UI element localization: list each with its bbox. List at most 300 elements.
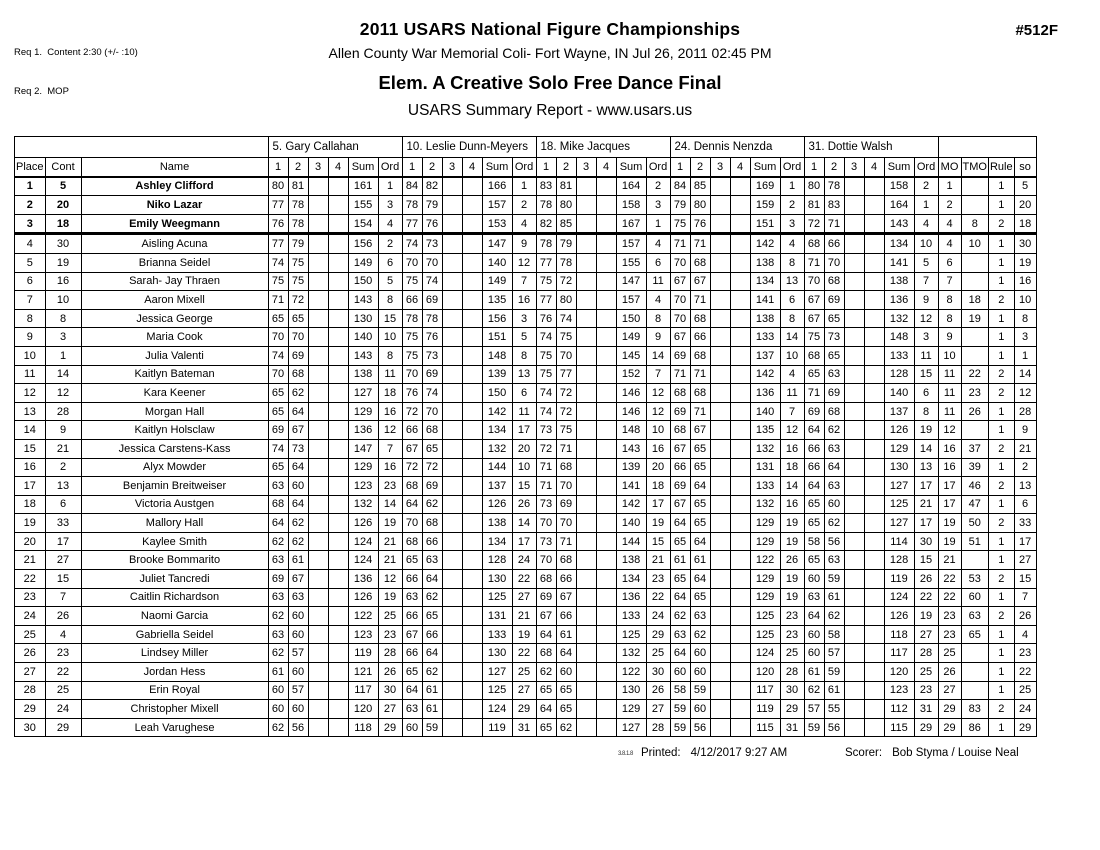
judge1-sum-cell: 149 xyxy=(348,253,378,272)
judge2-ordinal-cell: 17 xyxy=(512,421,536,440)
judge3-ordinal-cell: 19 xyxy=(646,514,670,533)
judge1-ordinal-cell: 8 xyxy=(378,291,402,310)
judge3-score4-cell xyxy=(596,214,616,234)
judge2-score4-cell xyxy=(462,291,482,310)
judge3-score3-cell xyxy=(576,532,596,551)
tmo-cell: 51 xyxy=(961,532,988,551)
judge2-score1-cell: 66 xyxy=(402,421,422,440)
judge3-sum-cell: 152 xyxy=(616,365,646,384)
judge2-score2-cell: 62 xyxy=(422,588,442,607)
judge2-score4-cell xyxy=(462,718,482,737)
judge5-score1-cell: 62 xyxy=(804,681,824,700)
judge4-score1-cell: 68 xyxy=(670,384,690,403)
rule-cell: 2 xyxy=(988,439,1014,458)
judge4-score2-cell: 60 xyxy=(690,700,710,719)
judge5-score1-cell: 70 xyxy=(804,272,824,291)
mo-cell: 21 xyxy=(938,551,961,570)
col-header-judge3-4: 4 xyxy=(596,158,616,177)
so-cell: 9 xyxy=(1014,421,1036,440)
judge3-sum-cell: 147 xyxy=(616,272,646,291)
judge4-score1-cell: 67 xyxy=(670,328,690,347)
col-header-judge4-2: 2 xyxy=(690,158,710,177)
judge5-sum-cell: 114 xyxy=(884,532,914,551)
judge2-score4-cell xyxy=(462,588,482,607)
judge2-score3-cell xyxy=(442,532,462,551)
judge2-score2-cell: 64 xyxy=(422,570,442,589)
col-header-judge3-2: 2 xyxy=(556,158,576,177)
judge1-score1-cell: 61 xyxy=(268,663,288,682)
judge4-sum-cell: 141 xyxy=(750,291,780,310)
judge4-ordinal-cell: 4 xyxy=(780,234,804,254)
judge3-sum-cell: 164 xyxy=(616,177,646,196)
judge2-score1-cell: 72 xyxy=(402,458,422,477)
judge4-score3-cell xyxy=(710,402,730,421)
judge3-score4-cell xyxy=(596,365,616,384)
judge1-ordinal-cell: 15 xyxy=(378,309,402,328)
judge5-score1-cell: 60 xyxy=(804,625,824,644)
judge5-ordinal-cell: 22 xyxy=(914,588,938,607)
judge5-sum-cell: 118 xyxy=(884,625,914,644)
judge1-ordinal-cell: 1 xyxy=(378,177,402,196)
judge1-ordinal-cell: 21 xyxy=(378,551,402,570)
judge2-score3-cell xyxy=(442,421,462,440)
table-row xyxy=(15,495,1037,514)
report-header xyxy=(0,19,1100,120)
mo-cell: 29 xyxy=(938,700,961,719)
so-cell: 26 xyxy=(1014,607,1036,626)
tmo-cell: 86 xyxy=(961,718,988,737)
judge5-score2-cell: 58 xyxy=(824,625,844,644)
judge3-score4-cell xyxy=(596,272,616,291)
place-cell: 9 xyxy=(15,328,46,347)
judge2-score4-cell xyxy=(462,421,482,440)
judge5-score1-cell: 67 xyxy=(804,309,824,328)
judge2-score3-cell xyxy=(442,234,462,254)
place-cell: 3 xyxy=(15,214,46,234)
judge4-score1-cell: 63 xyxy=(670,625,690,644)
judge4-sum-cell: 140 xyxy=(750,402,780,421)
judge3-score1-cell: 73 xyxy=(536,532,556,551)
judge2-score1-cell: 66 xyxy=(402,607,422,626)
table-row xyxy=(15,700,1037,719)
judge4-score3-cell xyxy=(710,644,730,663)
judge4-score3-cell xyxy=(710,551,730,570)
so-cell: 13 xyxy=(1014,477,1036,496)
judge5-sum-cell: 127 xyxy=(884,477,914,496)
judge2-score1-cell: 64 xyxy=(402,681,422,700)
judge1-score1-cell: 74 xyxy=(268,439,288,458)
judge3-score1-cell: 68 xyxy=(536,570,556,589)
judge5-ordinal-cell: 29 xyxy=(914,718,938,737)
judge2-score3-cell xyxy=(442,644,462,663)
mo-cell: 25 xyxy=(938,644,961,663)
judge5-ordinal-cell: 19 xyxy=(914,421,938,440)
so-cell: 24 xyxy=(1014,700,1036,719)
championship-title: 2011 USARS National Figure Championships xyxy=(359,19,741,39)
judge4-score1-cell: 84 xyxy=(670,177,690,196)
judge3-score2-cell: 68 xyxy=(556,551,576,570)
judge2-score1-cell: 74 xyxy=(402,234,422,254)
judge1-score2-cell: 81 xyxy=(288,177,308,196)
judge2-score2-cell: 78 xyxy=(422,309,442,328)
judge2-sum-cell: 139 xyxy=(482,365,512,384)
judge4-score1-cell: 71 xyxy=(670,234,690,254)
judge2-score2-cell: 66 xyxy=(422,625,442,644)
judge3-sum-cell: 148 xyxy=(616,421,646,440)
mo-cell: 17 xyxy=(938,477,961,496)
tmo-cell xyxy=(961,663,988,682)
mo-cell: 19 xyxy=(938,532,961,551)
judge4-ordinal-cell: 16 xyxy=(780,439,804,458)
judge2-ordinal-cell: 13 xyxy=(512,365,536,384)
judge3-score2-cell: 64 xyxy=(556,644,576,663)
contestant-number-cell: 8 xyxy=(45,309,81,328)
judge2-score4-cell xyxy=(462,458,482,477)
judge4-score1-cell: 79 xyxy=(670,196,690,215)
judge4-score4-cell xyxy=(730,272,750,291)
judge1-score2-cell: 60 xyxy=(288,625,308,644)
judge4-score4-cell xyxy=(730,551,750,570)
judge5-score4-cell xyxy=(864,718,884,737)
judge3-score1-cell: 75 xyxy=(536,346,556,365)
judge3-score3-cell xyxy=(576,663,596,682)
judge1-score1-cell: 62 xyxy=(268,607,288,626)
judge5-ordinal-cell: 23 xyxy=(914,681,938,700)
judge3-score2-cell: 78 xyxy=(556,253,576,272)
judge1-score2-cell: 60 xyxy=(288,477,308,496)
rule-cell: 1 xyxy=(988,663,1014,682)
judge3-sum-cell: 167 xyxy=(616,214,646,234)
judge2-score2-cell: 73 xyxy=(422,346,442,365)
contestant-number-cell: 6 xyxy=(45,495,81,514)
tmo-cell: 8 xyxy=(961,214,988,234)
judge2-score1-cell: 84 xyxy=(402,177,422,196)
judge2-score3-cell xyxy=(442,214,462,234)
judge3-score4-cell xyxy=(596,384,616,403)
judge3-score1-cell: 77 xyxy=(536,253,556,272)
judge2-score1-cell: 65 xyxy=(402,551,422,570)
judge5-ordinal-cell: 26 xyxy=(914,570,938,589)
judge2-sum-cell: 128 xyxy=(482,551,512,570)
judge5-score1-cell: 61 xyxy=(804,663,824,682)
contestant-number-cell: 27 xyxy=(45,551,81,570)
rule-cell: 1 xyxy=(988,177,1014,196)
judge5-score2-cell: 56 xyxy=(824,718,844,737)
rule-cell: 1 xyxy=(988,402,1014,421)
judge2-score3-cell xyxy=(442,365,462,384)
judge2-score3-cell xyxy=(442,700,462,719)
skater-name-cell: Caitlin Richardson xyxy=(81,588,268,607)
contestant-number-cell: 2 xyxy=(45,458,81,477)
judge3-sum-cell: 143 xyxy=(616,439,646,458)
judge1-ordinal-cell: 21 xyxy=(378,532,402,551)
judge1-score3-cell xyxy=(308,328,328,347)
place-cell: 22 xyxy=(15,570,46,589)
table-row xyxy=(15,588,1037,607)
so-cell: 12 xyxy=(1014,384,1036,403)
judge4-score2-cell: 71 xyxy=(690,365,710,384)
judge1-score3-cell xyxy=(308,272,328,291)
table-row xyxy=(15,439,1037,458)
mo-cell: 16 xyxy=(938,439,961,458)
judge5-score1-cell: 72 xyxy=(804,214,824,234)
judge1-score1-cell: 68 xyxy=(268,495,288,514)
rule-cell: 1 xyxy=(988,309,1014,328)
judge5-score4-cell xyxy=(864,514,884,533)
judge3-ordinal-cell: 14 xyxy=(646,346,670,365)
judge2-score3-cell xyxy=(442,663,462,682)
judge3-ordinal-cell: 12 xyxy=(646,402,670,421)
judge5-score2-cell: 66 xyxy=(824,234,844,254)
judge4-score2-cell: 64 xyxy=(690,477,710,496)
judge1-sum-cell: 156 xyxy=(348,234,378,254)
contestant-number-cell: 9 xyxy=(45,421,81,440)
judge4-sum-cell: 133 xyxy=(750,477,780,496)
judge2-score4-cell xyxy=(462,663,482,682)
judge5-score3-cell xyxy=(844,625,864,644)
rule-cell: 1 xyxy=(988,421,1014,440)
judge5-sum-cell: 137 xyxy=(884,402,914,421)
report-footer xyxy=(14,747,1030,763)
contestant-number-cell: 24 xyxy=(45,700,81,719)
judge2-sum-cell: 135 xyxy=(482,291,512,310)
rule-cell: 1 xyxy=(988,625,1014,644)
mo-cell: 12 xyxy=(938,421,961,440)
judge1-score4-cell xyxy=(328,588,348,607)
skater-name-cell: Mallory Hall xyxy=(81,514,268,533)
judge3-ordinal-cell: 15 xyxy=(646,532,670,551)
judge1-ordinal-cell: 28 xyxy=(378,644,402,663)
judge3-score3-cell xyxy=(576,253,596,272)
judge4-sum-cell: 122 xyxy=(750,551,780,570)
judge4-sum-cell: 117 xyxy=(750,681,780,700)
results-table xyxy=(14,136,1037,737)
judge1-ordinal-cell: 11 xyxy=(378,365,402,384)
judge5-ordinal-cell: 6 xyxy=(914,384,938,403)
judge5-score3-cell xyxy=(844,253,864,272)
judge1-score2-cell: 62 xyxy=(288,514,308,533)
place-cell: 12 xyxy=(15,384,46,403)
judge5-score2-cell: 62 xyxy=(824,607,844,626)
skater-name-cell: Erin Royal xyxy=(81,681,268,700)
judge2-score4-cell xyxy=(462,253,482,272)
judge5-score4-cell xyxy=(864,346,884,365)
judge1-ordinal-cell: 2 xyxy=(378,234,402,254)
judge4-score3-cell xyxy=(710,458,730,477)
judge3-score2-cell: 70 xyxy=(556,346,576,365)
judge4-score4-cell xyxy=(730,196,750,215)
judge2-score3-cell xyxy=(442,402,462,421)
judge5-score3-cell xyxy=(844,234,864,254)
judge5-score1-cell: 75 xyxy=(804,328,824,347)
judge5-score2-cell: 55 xyxy=(824,700,844,719)
judge5-ordinal-cell: 17 xyxy=(914,514,938,533)
judge4-score3-cell xyxy=(710,625,730,644)
judge3-score3-cell xyxy=(576,421,596,440)
judge4-sum-cell: 125 xyxy=(750,625,780,644)
judge4-score2-cell: 68 xyxy=(690,253,710,272)
judge4-score3-cell xyxy=(710,196,730,215)
judge3-score2-cell: 65 xyxy=(556,700,576,719)
judge5-score3-cell xyxy=(844,177,864,196)
mo-cell: 22 xyxy=(938,588,961,607)
judge4-score1-cell: 58 xyxy=(670,681,690,700)
judge5-score4-cell xyxy=(864,365,884,384)
judge3-score2-cell: 66 xyxy=(556,570,576,589)
judge5-sum-cell: 141 xyxy=(884,253,914,272)
skater-name-cell: Brianna Seidel xyxy=(81,253,268,272)
judge3-score1-cell: 70 xyxy=(536,514,556,533)
judge5-score3-cell xyxy=(844,718,864,737)
judge3-score1-cell: 65 xyxy=(536,718,556,737)
judge5-score2-cell: 83 xyxy=(824,196,844,215)
judge2-ordinal-cell: 20 xyxy=(512,439,536,458)
judge2-sum-cell: 133 xyxy=(482,625,512,644)
judge5-score3-cell xyxy=(844,421,864,440)
judge1-score4-cell xyxy=(328,365,348,384)
judge3-sum-cell: 157 xyxy=(616,234,646,254)
judge3-score4-cell xyxy=(596,625,616,644)
judge3-score4-cell xyxy=(596,291,616,310)
judge4-score3-cell xyxy=(710,439,730,458)
judge3-ordinal-cell: 26 xyxy=(646,681,670,700)
judge2-ordinal-cell: 15 xyxy=(512,477,536,496)
judge1-score2-cell: 62 xyxy=(288,384,308,403)
judge3-score1-cell: 78 xyxy=(536,196,556,215)
judge2-sum-cell: 153 xyxy=(482,214,512,234)
so-cell: 4 xyxy=(1014,625,1036,644)
judge2-score3-cell xyxy=(442,477,462,496)
judge4-ordinal-cell: 30 xyxy=(780,681,804,700)
table-row xyxy=(15,214,1037,234)
judge4-score4-cell xyxy=(730,346,750,365)
skater-name-cell: Juliet Tancredi xyxy=(81,570,268,589)
judge1-score2-cell: 67 xyxy=(288,570,308,589)
judge4-ordinal-cell: 19 xyxy=(780,570,804,589)
col-header-judge2-2: 2 xyxy=(422,158,442,177)
judge4-ordinal-cell: 19 xyxy=(780,532,804,551)
judge2-score2-cell: 70 xyxy=(422,253,442,272)
judge4-score3-cell xyxy=(710,514,730,533)
judge2-score1-cell: 68 xyxy=(402,477,422,496)
judge1-score4-cell xyxy=(328,532,348,551)
judge2-score4-cell xyxy=(462,328,482,347)
rule-cell: 1 xyxy=(988,551,1014,570)
judge1-score4-cell xyxy=(328,663,348,682)
judge5-score1-cell: 60 xyxy=(804,644,824,663)
judge2-sum-cell: 150 xyxy=(482,384,512,403)
rule-cell: 2 xyxy=(988,384,1014,403)
judge3-score4-cell xyxy=(596,421,616,440)
judge3-score1-cell: 62 xyxy=(536,663,556,682)
tmo-cell: 37 xyxy=(961,439,988,458)
judge2-sum-cell: 156 xyxy=(482,309,512,328)
judge5-sum-cell: 120 xyxy=(884,663,914,682)
judge3-ordinal-cell: 8 xyxy=(646,309,670,328)
skater-name-cell: Ashley Clifford xyxy=(81,177,268,196)
judge5-score3-cell xyxy=(844,384,864,403)
judge3-score2-cell: 66 xyxy=(556,607,576,626)
judge5-score3-cell xyxy=(844,700,864,719)
judge4-score4-cell xyxy=(730,681,750,700)
table-row xyxy=(15,570,1037,589)
judge2-score1-cell: 68 xyxy=(402,532,422,551)
contestant-number-cell: 3 xyxy=(45,328,81,347)
judge1-sum-cell: 119 xyxy=(348,644,378,663)
judge1-score2-cell: 62 xyxy=(288,532,308,551)
judge1-score2-cell: 60 xyxy=(288,607,308,626)
judge3-sum-cell: 140 xyxy=(616,514,646,533)
judge3-score4-cell xyxy=(596,458,616,477)
judge3-sum-cell: 146 xyxy=(616,384,646,403)
skater-name-cell: Jordan Hess xyxy=(81,663,268,682)
mo-cell: 8 xyxy=(938,291,961,310)
judge1-sum-cell: 121 xyxy=(348,663,378,682)
judge5-score3-cell xyxy=(844,551,864,570)
venue-date-line: Allen County War Memorial Coli- Fort Wayne, IN Jul 26, 2011 02:45 PM xyxy=(328,45,772,61)
judge3-score1-cell: 64 xyxy=(536,700,556,719)
judge4-score2-cell: 71 xyxy=(690,291,710,310)
judge2-score3-cell xyxy=(442,681,462,700)
judge4-score2-cell: 67 xyxy=(690,421,710,440)
judge3-sum-cell: 134 xyxy=(616,570,646,589)
judge1-score2-cell: 73 xyxy=(288,439,308,458)
judge5-score4-cell xyxy=(864,644,884,663)
col-header-rule: Rule xyxy=(988,158,1014,177)
judge5-score4-cell xyxy=(864,570,884,589)
judge1-ordinal-cell: 6 xyxy=(378,253,402,272)
mo-cell: 17 xyxy=(938,495,961,514)
judge2-sum-cell: 119 xyxy=(482,718,512,737)
judge2-score4-cell xyxy=(462,384,482,403)
judge3-score2-cell: 80 xyxy=(556,291,576,310)
tmo-cell: 53 xyxy=(961,570,988,589)
judge1-score2-cell: 79 xyxy=(288,234,308,254)
judge3-score3-cell xyxy=(576,439,596,458)
judge2-sum-cell: 125 xyxy=(482,681,512,700)
judge4-sum-cell: 124 xyxy=(750,644,780,663)
place-cell: 20 xyxy=(15,532,46,551)
place-cell: 26 xyxy=(15,644,46,663)
judge4-score1-cell: 65 xyxy=(670,532,690,551)
judge5-ordinal-cell: 19 xyxy=(914,607,938,626)
judge2-score3-cell xyxy=(442,253,462,272)
skater-name-cell: Leah Varughese xyxy=(81,718,268,737)
judge1-score3-cell xyxy=(308,514,328,533)
judge3-score2-cell: 77 xyxy=(556,365,576,384)
judge3-score3-cell xyxy=(576,309,596,328)
judge5-score2-cell: 63 xyxy=(824,365,844,384)
judge1-sum-cell: 122 xyxy=(348,607,378,626)
judge5-sum-cell: 112 xyxy=(884,700,914,719)
tmo-cell: 22 xyxy=(961,365,988,384)
judge4-score1-cell: 64 xyxy=(670,644,690,663)
table-row xyxy=(15,234,1037,254)
judge4-score3-cell xyxy=(710,588,730,607)
judge4-sum-cell: 134 xyxy=(750,272,780,291)
skater-name-cell: Victoria Austgen xyxy=(81,495,268,514)
judge-name-4: 24. Dennis Nenzda xyxy=(670,137,804,158)
judge4-score3-cell xyxy=(710,663,730,682)
judge3-score4-cell xyxy=(596,644,616,663)
judge3-ordinal-cell: 1 xyxy=(646,214,670,234)
judge3-score1-cell: 71 xyxy=(536,477,556,496)
place-cell: 8 xyxy=(15,309,46,328)
contestant-number-cell: 13 xyxy=(45,477,81,496)
judge1-score4-cell xyxy=(328,291,348,310)
judge5-score4-cell xyxy=(864,214,884,234)
tmo-cell: 10 xyxy=(961,234,988,254)
